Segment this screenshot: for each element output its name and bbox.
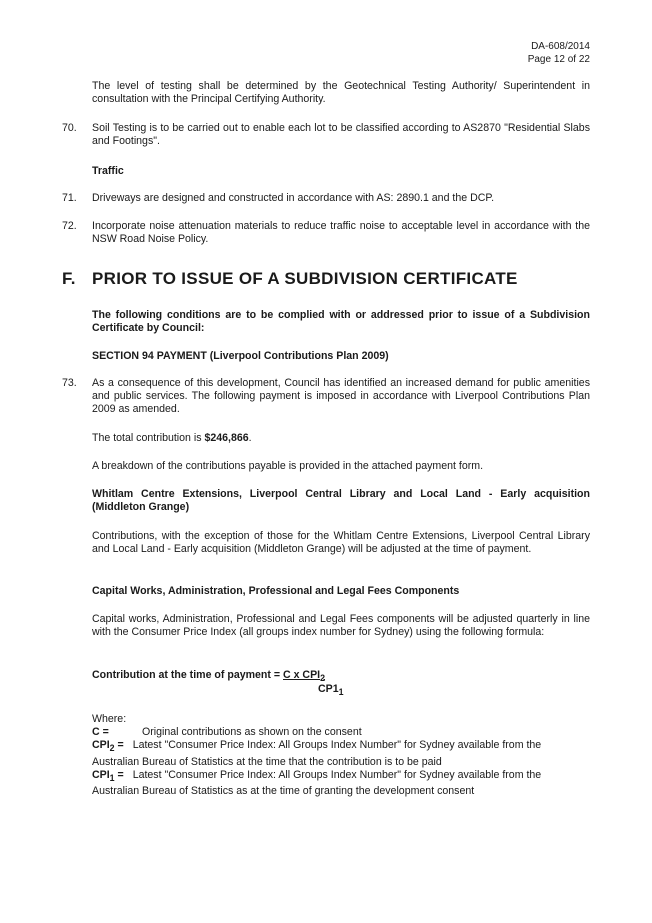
cpi-formula (92, 669, 344, 698)
item-number: 70. (62, 122, 77, 134)
capital-paragraph: Capital works, Administration, Professional and Legal Fees components will be adjusted quarterly in line with the Consumer Price Index (all groups index number for Sydney) using the following formula: (92, 613, 590, 639)
formula-numerator: C x $CPI_2$ (283, 669, 326, 684)
item-text: Soil Testing is to be carried out to enable each lot to be classified according to AS2870 "Residential Slabs and Footings". (92, 122, 590, 148)
intro-paragraph: The level of testing shall be determined by the Geotechnical Testing Authority/ Superintendent in consultation with the Principal Certifying Authority. (92, 80, 590, 106)
item-number: 73. (62, 377, 77, 389)
item-text: Driveways are designed and constructed in accordance with AS: 2890.1 and the DCP. (92, 192, 495, 204)
section-intro: The following conditions are to be complied with or addressed prior to issue of a Subdivision Certificate by Council: (92, 309, 590, 335)
formula-lhs: Contribution at the time of payment = (92, 669, 281, 681)
section-letter: F. (62, 269, 76, 288)
definition-item (92, 726, 590, 739)
page-number: Page 12 of 22 (527, 54, 590, 65)
traffic-heading: Traffic (92, 165, 124, 177)
breakdown-paragraph: A breakdown of the contributions payable is provided in the attached payment form. (92, 460, 484, 472)
item-text: Incorporate noise attenuation materials to reduce traffic noise to acceptable level in accordance with the NSW Road Noise Policy. (92, 220, 590, 246)
definition-term: C = (92, 726, 109, 739)
definition-term: $CPI_2$ = (92, 739, 124, 754)
s94-heading: SECTION 94 PAYMENT (Liverpool Contributions Plan 2009) (92, 350, 389, 362)
definition-text: Original contributions as shown on the consent (142, 726, 362, 739)
document-reference: DA-608/2014 (531, 41, 590, 52)
item-number: 71. (62, 192, 77, 204)
definition-term: $CPI_1$ = (92, 768, 124, 784)
page-header (528, 40, 590, 66)
whitlam-heading: Whitlam Centre Extensions, Liverpool Central Library and Local Land - Early acquisition (Middleton Grange) (92, 488, 590, 514)
where-label: Where: (92, 713, 127, 725)
definition-text: Latest "Consumer Price Index: All Groups Index Number" for Sydney available from the Australian Bureau of Statistics at the time that the contribution is to be paid (92, 739, 542, 768)
total-contribution: The total contribution is $246,866. (92, 432, 252, 444)
section-title: PRIOR TO ISSUE OF A SUBDIVISION CERTIFICATE (92, 269, 518, 288)
capital-heading: Capital Works, Administration, Professional and Legal Fees Components (92, 585, 460, 597)
definitions-list (92, 713, 590, 798)
item-text: As a consequence of this development, Council has identified an increased demand for public amenities and public services. The following payment is imposed in accordance with Liverpool Contributions Plan 2009 as amended. (92, 377, 590, 416)
definition-item (92, 739, 590, 769)
total-amount: $246,866 (204, 432, 249, 444)
whitlam-paragraph: Contributions, with the exception of those for the Whitlam Centre Extensions, Liverpool Central Library and Local Land - Early acquisition (Middleton Grange) will be adjusted at the time of payment. (92, 530, 590, 556)
formula-denominator: $CP1_1$ (318, 683, 344, 698)
definition-item (92, 769, 590, 799)
definition-text: Latest "Consumer Price Index: All Groups Index Number" for Sydney available from the Australian Bureau of Statistics as at the time of granting the development consent (92, 768, 542, 798)
section-heading (62, 269, 518, 288)
item-number: 72. (62, 220, 77, 232)
